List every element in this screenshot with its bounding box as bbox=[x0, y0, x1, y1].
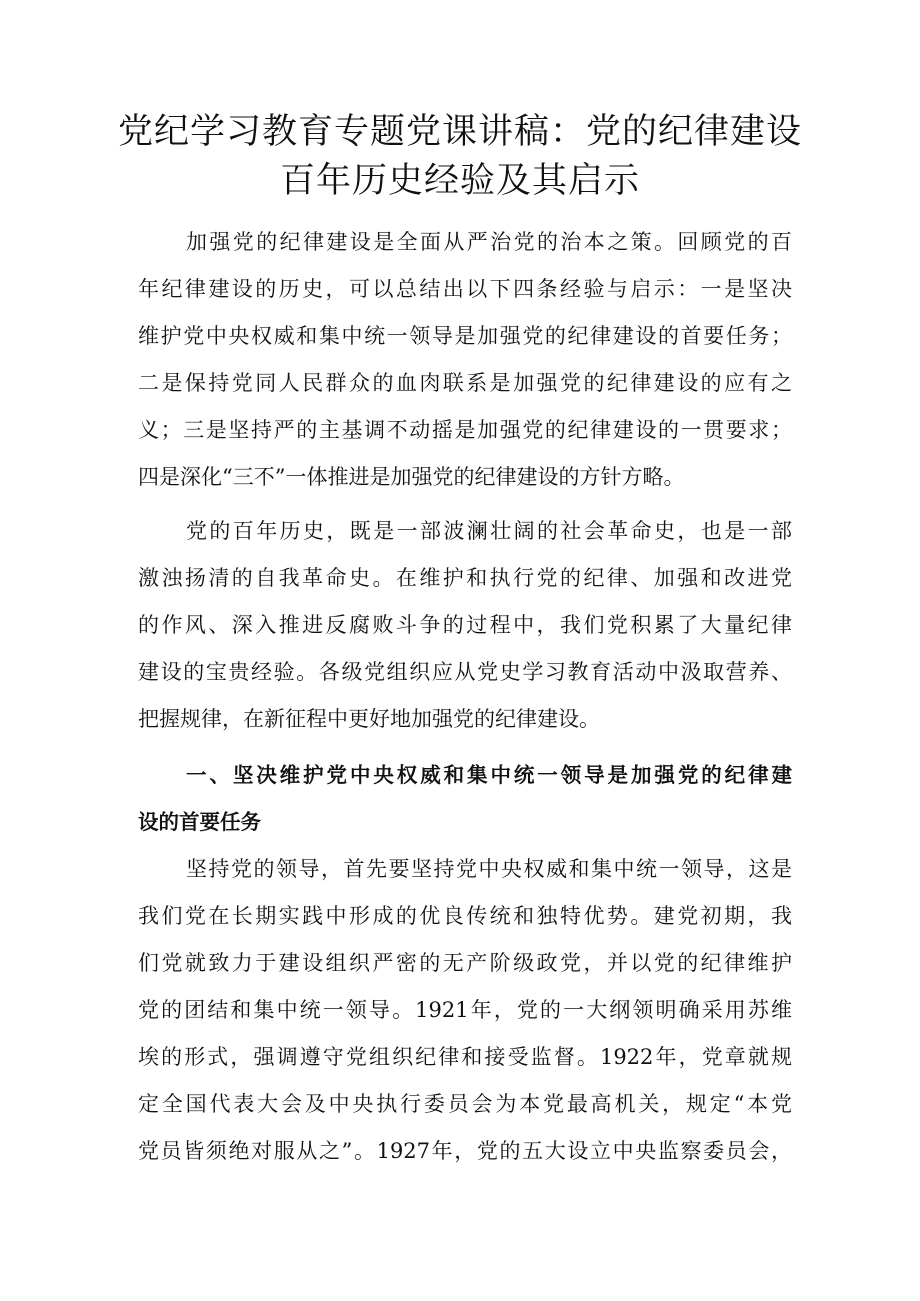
paragraph-3-line-6: 定全国代表大会及中央执行委员会为本党最高机关，规定“本党 bbox=[138, 1092, 792, 1116]
paragraph-1-line-5: 义；三是坚持严的主基调不动摇是加强党的纪律建设的一贯要求； bbox=[138, 418, 792, 442]
document-title-line-2: 百年历史经验及其启示 bbox=[279, 161, 640, 201]
paragraph-1-line-3: 维护党中央权威和集中统一领导是加强党的纪律建设的首要任务； bbox=[138, 324, 792, 348]
paragraph-1-line-1: 加强党的纪律建设是全面从严治党的治本之策。回顾党的百 bbox=[186, 230, 792, 254]
paragraph-3-line-7: 党员皆须绝对服从之”。1927年，党的五大设立中央监察委员会， bbox=[138, 1139, 792, 1163]
paragraph-2-line-5: 把握规律，在新征程中更好地加强党的纪律建设。 bbox=[138, 707, 600, 731]
paragraph-1-line-6: 四是深化“三不”一体推进是加强党的纪律建设的方针方略。 bbox=[138, 465, 685, 489]
paragraph-3-line-4: 党的团结和集中统一领导。1921年，党的一大纲领明确采用苏维 bbox=[138, 998, 792, 1022]
paragraph-2-line-1: 党的百年历史，既是一部波澜壮阔的社会革命史，也是一部 bbox=[186, 519, 792, 543]
paragraph-2-line-2: 激浊扬清的自我革命史。在维护和执行党的纪律、加强和改进党 bbox=[138, 566, 792, 590]
paragraph-3-line-5: 埃的形式，强调遵守党组织纪律和接受监督。1922年，党章就规 bbox=[138, 1045, 792, 1069]
paragraph-1-line-2: 年纪律建设的历史，可以总结出以下四条经验与启示：一是坚决 bbox=[138, 277, 792, 301]
section-heading-line-2: 设的首要任务 bbox=[138, 810, 261, 834]
paragraph-3-line-3: 们党就致力于建设组织严密的无产阶级政党，并以党的纪律维护 bbox=[138, 951, 792, 975]
document-title-line-1: 党纪学习教育专题党课讲稿：党的纪律建设 bbox=[117, 112, 802, 152]
paragraph-3-line-1: 坚持党的领导，首先要坚持党中央权威和集中统一领导，这是 bbox=[186, 857, 792, 881]
paragraph-3-line-2: 我们党在长期实践中形成的优良传统和独特优势。建党初期，我 bbox=[138, 904, 792, 928]
paragraph-2-line-3: 的作风、深入推进反腐败斗争的过程中，我们党积累了大量纪律 bbox=[138, 613, 792, 637]
section-heading-line-1: 一、坚决维护党中央权威和集中统一领导是加强党的纪律建 bbox=[186, 763, 792, 787]
paragraph-1-line-4: 二是保持党同人民群众的血肉联系是加强党的纪律建设的应有之 bbox=[138, 371, 792, 395]
paragraph-2-line-4: 建设的宝贵经验。各级党组织应从党史学习教育活动中汲取营养、 bbox=[138, 660, 792, 684]
